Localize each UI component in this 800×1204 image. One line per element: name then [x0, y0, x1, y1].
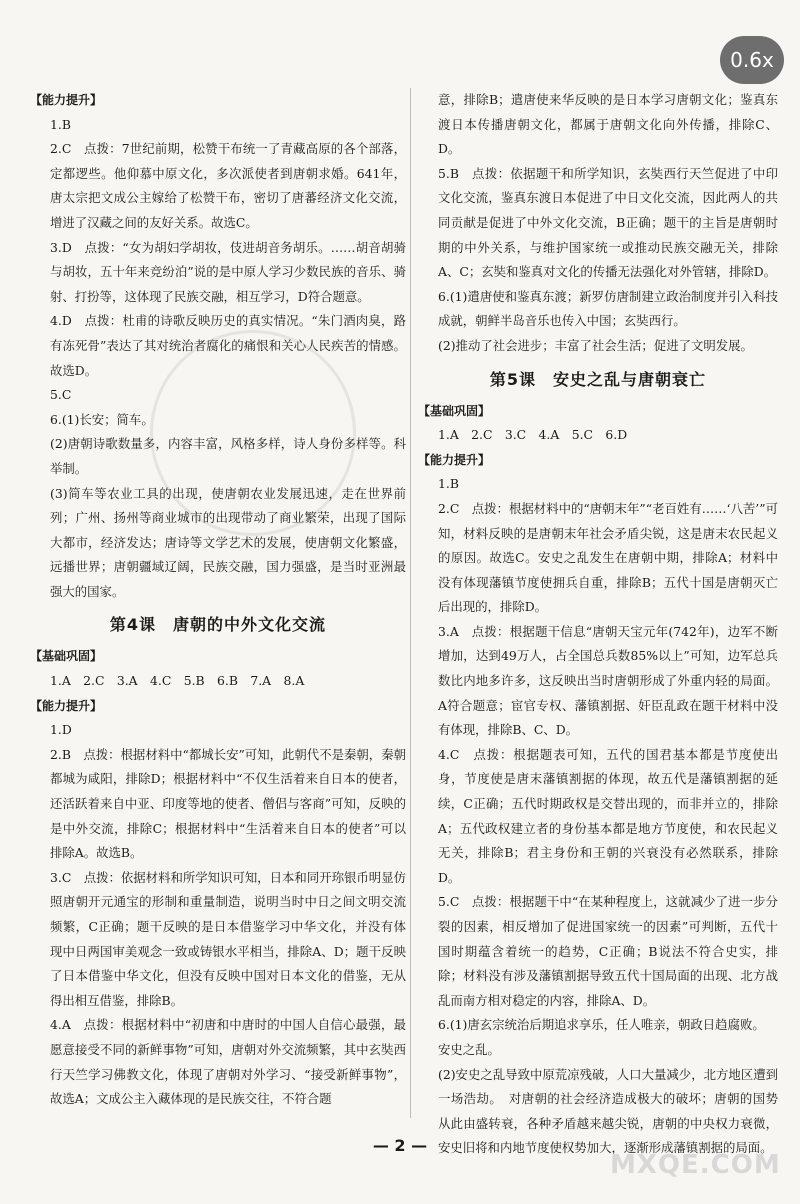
answer-item: (3)简车等农业工具的出现，使唐朝农业发展迅速，走在世界前列；广州、扬州等商业城市的出现带动了商业繁荣，出现了国际大都市，经济发达；唐诗等文学艺术的发展，使唐朝文化繁盛，远播世界；唐朝疆域辽阔，民族交融，国力强盛，是当时亚洲最强大的国家。 — [50, 485, 406, 599]
playback-speed-badge[interactable]: 0.6x — [720, 36, 784, 84]
basic-answers: 1.A 2.C 3.C 4.A 5.C 6.D — [438, 427, 628, 443]
answer-item: 6.(1)唐玄宗统治后期追求享乐，任人唯亲，朝政日趋腐败。 — [438, 1017, 765, 1033]
section-label: 【基础巩固】 — [30, 649, 103, 664]
answer-item: (2)安史之乱导致中原荒凉残破，人口大量减少，北方地区遭到一场浩劫。 对唐朝的社会经济造成极大的破坏；唐朝的国势从此由盛转衰，各种矛盾越来越尖锐，唐朝的中央权力衰微，安史旧将和内地节度使权势加大，逐渐形成藩镇割据的局面。 — [438, 1066, 778, 1156]
answer-item: 3.A 点拨：根据题干信息“唐朝天宝元年(742年)，边军不断增加，达到49万人，占全国总兵数85%以上”可知，边军总兵数比内地多许多，这反映出当时唐朝形成了外重内轻的局面。A符合题意；宦官专权、藩镇割据、奸臣乱政在题干材料中没有体现，排除B、C、D。 — [438, 623, 778, 738]
answer-item: 2.C 点拨：7世纪前期，松赞干布统一了青藏高原的各个部落，定都逻些。他仰慕中原文化，多次派使者到唐朝求婚。641年，唐太宗把文成公主嫁给了松赞干布，密切了唐蕃经济文化交流，增进了汉藏之间的友好关系。故选C。 — [50, 141, 406, 230]
answer-item: 2.B 点拨：根据材料中“都城长安”可知，此朝代不是秦朝，秦朝都城为咸阳，排除D；根据材料中“不仅生活着来自日本的使者，还活跃着来自中亚、印度等地的使者、僧侣与客商”可知，反映的是中外交流，排除C；根据材料中“生活着来自日本的使者”可以排除A。故选B。 — [50, 746, 406, 861]
answer-item: 3.D 点拨：“女为胡妇学胡妆，伎进胡音务胡乐。……胡音胡骑与胡妆，五十年来竞纷泊”说的是中原人学习少数民族的音乐、骑射、打扮等，这体现了民族交融，相互学习，D符合题意。 — [50, 239, 406, 304]
column-divider — [410, 88, 411, 1118]
answer-item: 1.D — [50, 722, 72, 738]
section-label: 【能力提升】 — [418, 452, 491, 467]
answer-item: 6.(1)长安；简车。 — [50, 411, 154, 427]
answer-item: 4.D 点拨：杜甫的诗歌反映历史的真实情况。“朱门酒肉臭，路有冻死骨”表达了其对统治者腐化的痛恨和关心人民疾苦的情感。故选D。 — [50, 313, 406, 378]
site-watermark: MXQE.COM — [610, 1150, 781, 1180]
answer-item: 1.B — [438, 476, 459, 492]
answer-item: 5.C — [50, 387, 72, 403]
answer-item: (2)唐朝诗歌数量多，内容丰富，风格多样，诗人身份多样等。科举制。 — [50, 436, 406, 476]
answer-item: 安史之乱。 — [438, 1041, 500, 1057]
right-column — [418, 88, 778, 1161]
answer-item: 意，排除B；遣唐使来华反映的是日本学习唐朝文化；鉴真东渡日本传播唐朝文化，都属于唐朝文化向外传播，排除C、D。 — [438, 92, 778, 157]
answer-item: 5.B 点拨：依据题干和所学知识，玄奘西行天竺促进了中印文化交流，鉴真东渡日本促进了中日文化交流，因此两人的共同贡献是促进了中外文化交流，B正确；题干的主旨是唐朝时期的中外关系，与维护国家统一或推动民族交融无关，排除A、C；玄奘和鉴真对文化的传播无法强化对外管辖，排除D。 — [438, 165, 778, 280]
section-label: 【能力提升】 — [30, 698, 103, 713]
lesson-title: 第5课 安史之乱与唐朝衰亡 — [489, 369, 707, 389]
basic-answers: 1.A 2.C 3.A 4.C 5.B 6.B 7.A 8.A — [50, 673, 305, 689]
watermark-stamp — [150, 330, 356, 536]
page-number: — 2 — — [372, 1136, 428, 1155]
answer-item: 4.C 点拨：根据题表可知，五代的国君基本都是节度使出身，节度使是唐末藩镇割据的体现，故五代是藩镇割据的延续，C正确；五代时期政权是交替出现的，而非并立的，排除A；五代政权建立者的身份基本都是地方节度使，和农民起义无关，排除B；君主身份和王朝的兴衰没有必然联系，排除D。 — [438, 746, 778, 885]
section-label: 【能力提升】 — [30, 93, 103, 107]
left-column — [30, 88, 406, 1112]
answer-item: 3.C 点拨：依据材料和所学知识可知，日本和同开珎银币明显仿照唐朝开元通宝的形制和重量制造，说明当时中日之间文明交流频繁，C正确；题干反映的是日本借鉴学习中华文化，并没有体现中日两国审美观念一致或铸银水平相当，排除A、D；题干反映了日本借鉴中华文化，但没有反映中国对日本文化的借鉴，无从得出相互借鉴，排除B。 — [50, 869, 406, 1008]
lesson-title: 第4课 唐朝的中外文化交流 — [109, 615, 327, 635]
answer-item: 1.B — [50, 116, 71, 132]
answer-item: 2.C 点拨：根据材料中的“唐朝末年”“老百姓有……‘八苦’”可知，材料反映的是唐朝末年社会矛盾尖锐，这是唐末农民起义的原因。故选C。安史之乱发生在唐朝中期，排除A；材料中没有体现藩镇节度使拥兵自重，排除B；五代十国是唐朝灭亡后出现的，排除D。 — [438, 500, 778, 615]
answer-item: 6.(1)遣唐使和鉴真东渡；新罗仿唐制建立政治制度并引入科技成就，朝鲜半岛音乐也传入中国；玄奘西行。 — [438, 288, 778, 329]
section-label: 【基础巩固】 — [418, 403, 491, 418]
answer-item: 5.C 点拨：根据题干中“在某种程度上，这就减少了进一步分裂的因素，相反增加了促进国家统一的因素”可判断，五代十国时期蕴含着统一的趋势，C正确；B说法不符合史实，排除；材料没有涉及藩镇割据导致五代十国局面的出现、北方战乱而南方相对稳定的内容，排除A、D。 — [438, 894, 778, 1008]
answer-item: 4.A 点拨：根据材料中“初唐和中唐时的中国人自信心最强，最愿意接受不同的新鲜事物”可知，唐朝对外交流频繁，其中玄奘西行天竺学习佛教文化，体现了唐朝对外学习、“接受新鲜事物”，故选A；文成公主入藏体现的是民族交往，不符合题 — [50, 1017, 406, 1107]
answer-item: (2)推动了社会进步；丰富了社会生活；促进了文明发展。 — [438, 337, 753, 353]
